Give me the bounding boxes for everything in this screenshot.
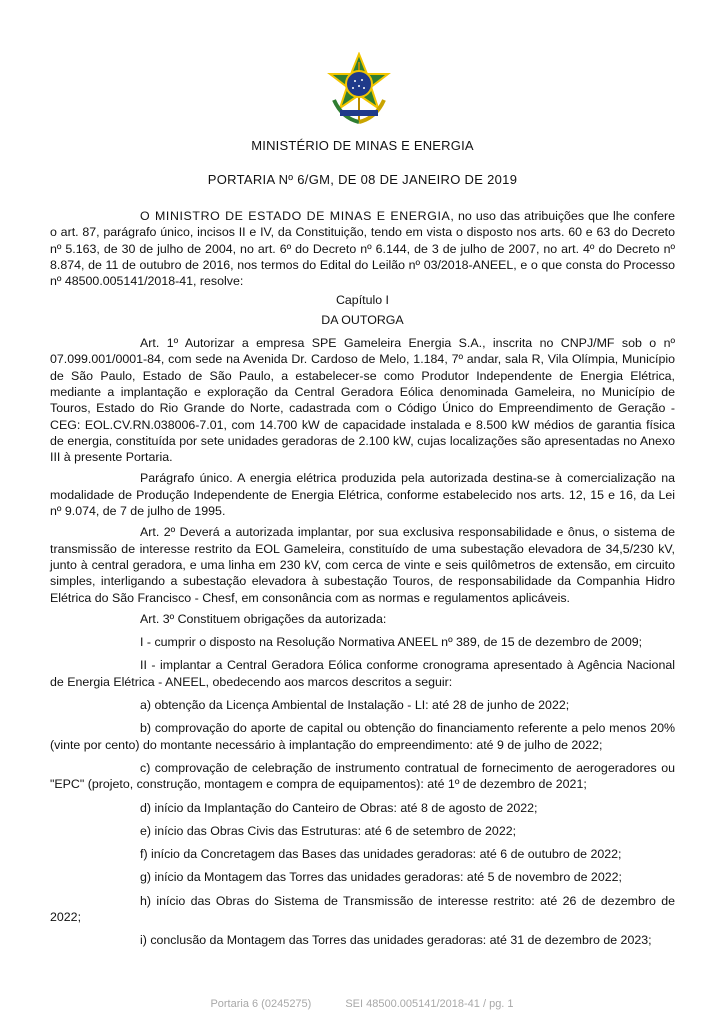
article-3-item-i: I - cumprir o disposto na Resolução Normativa ANEEL nº 389, de 15 de dezembro de 2009; — [140, 635, 643, 650]
milestone-c: c) comprovação de celebração de instrumento contratual de fornecimento de aerogeradores ou "EPC" (projeto, construção, montagem e compra de equipamentos): até 1º de dezembro de 2021; — [50, 760, 675, 792]
document-body — [50, 208, 675, 949]
article-1-paragraph: Parágrafo único. A energia elétrica produzida pela autorizada destina-se à comercialização na modalidade de Produção Independente de Energia Elétrica, conforme estabelecido nos arts. 12, 15 e 16, da Lei nº 9.074, de 7 de julho de 1995. — [50, 471, 675, 519]
milestone-g: g) início da Montagem das Torres das unidades geradoras: até 5 de novembro de 2022; — [140, 870, 622, 885]
article-3-item-ii: II - implantar a Central Geradora Eólica conforme cronograma apresentado à Agência Nacional de Energia Elétrica - ANEEL, obedecendo aos marcos descritos a seguir: — [50, 658, 675, 689]
milestone-e: e) início das Obras Civis das Estruturas: até 6 de setembro de 2022; — [140, 823, 517, 838]
milestone-b: b) comprovação do aporte de capital ou obtenção do financiamento referente a pelo menos 20% (vinte por cento) do montante necessário à implantação do empreendimento: até 9 de julho de 2022; — [50, 721, 675, 752]
footer-doc-ref: Portaria 6 (0245275) — [210, 998, 312, 1010]
footer-sei-ref: SEI 48500.005141/2018-41 / pg. 1 — [345, 998, 514, 1010]
article-1: Art. 1º Autorizar a empresa SPE Gameleira Energia S.A., inscrita no CNPJ/MF sob o nº 07.099.001/0001-84, com sede na Avenida Dr. Cardoso de Melo, 1.184, 7º andar, sala R, Vila Olímpia, Município de São Paulo, Estado de São Paulo, a estabelecer-se como Produtor Independente de Energia Elétrica, mediante a implantação e exploração da Central Geradora Eólica denominada Gameleira, no Município de Touros, Estado do Rio Grande do Norte, cadastrada com o Código Único do Empreendimento de Geração - CEG: EOL.CV.RN.038006-7.01, com 14.700 kW de capacidade instalada e 8.500 kW médios de garantia física de energia, constituída por sete unidades geradoras de 2.100 kW, cujas localizações são apresentadas no Anexo III à presente Portaria. — [50, 336, 675, 465]
milestone-d: d) início da Implantação do Canteiro de Obras: até 8 de agosto de 2022; — [140, 800, 538, 815]
milestone-h: h) início das Obras do Sistema de Transmissão de interesse restrito: até 26 de dezembro de 2022; — [50, 893, 675, 924]
milestone-f: f) início da Concretagem das Bases das unidades geradoras: até 6 de outubro de 2022; — [140, 847, 622, 862]
preamble-text: , no uso das atribuições que lhe confere o art. 87, parágrafo único, incisos II e IV, da Constituição, tendo em vista o disposto nos arts. 60 e 63 do Decreto nº 5.163, de 30 de julho de 2004, no art. 6º do Decreto nº 6.144, de 3 de julho de 2007, no art. 4º do Decreto nº 8.874, de 11 de outubro de 2016, nos termos do Edital do Leilão nº 03/2018-ANEEL, e o que consta do Processo nº 48500.005141/2018-41, resolve: — [50, 209, 676, 289]
preamble-caps: O MINISTRO DE ESTADO DE MINAS E ENERGIA — [140, 209, 451, 223]
article-3: Art. 3º Constituem obrigações da autorizada: — [140, 611, 387, 626]
page-footer — [0, 998, 724, 1010]
milestone-a: a) obtenção da Licença Ambiental de Instalação - LI: até 28 de junho de 2022; — [140, 698, 570, 713]
portaria-heading: PORTARIA Nº 6/GM, DE 08 DE JANEIRO DE 2019 — [207, 172, 518, 187]
article-2: Art. 2º Deverá a autorizada implantar, por sua exclusiva responsabilidade e ônus, o sistema de transmissão de interesse restrito da EOL Gameleira, constituído de uma subestação elevadora de 34,5/230 kV, junto à central geradora, e uma linha em 230 kV, com cerca de vinte e seis quilômetros de extensão, em circuito simples, interligando a subestação elevadora à subestação Touros, de responsabilidade da Companhia Hidro Elétrica do São Francisco - Chesf, em consonância com as normas e regulamentos aplicáveis. — [50, 525, 675, 605]
preamble — [50, 208, 675, 289]
ministry-heading: MINISTÉRIO DE MINAS E ENERGIA — [251, 138, 474, 153]
chapter-title: DA OUTORGA — [321, 312, 404, 327]
coat-of-arms-icon — [322, 52, 396, 126]
milestone-i: i) conclusão da Montagem das Torres das unidades geradoras: até 31 de dezembro de 2023; — [140, 933, 652, 948]
chapter-number: Capítulo I — [335, 293, 390, 308]
